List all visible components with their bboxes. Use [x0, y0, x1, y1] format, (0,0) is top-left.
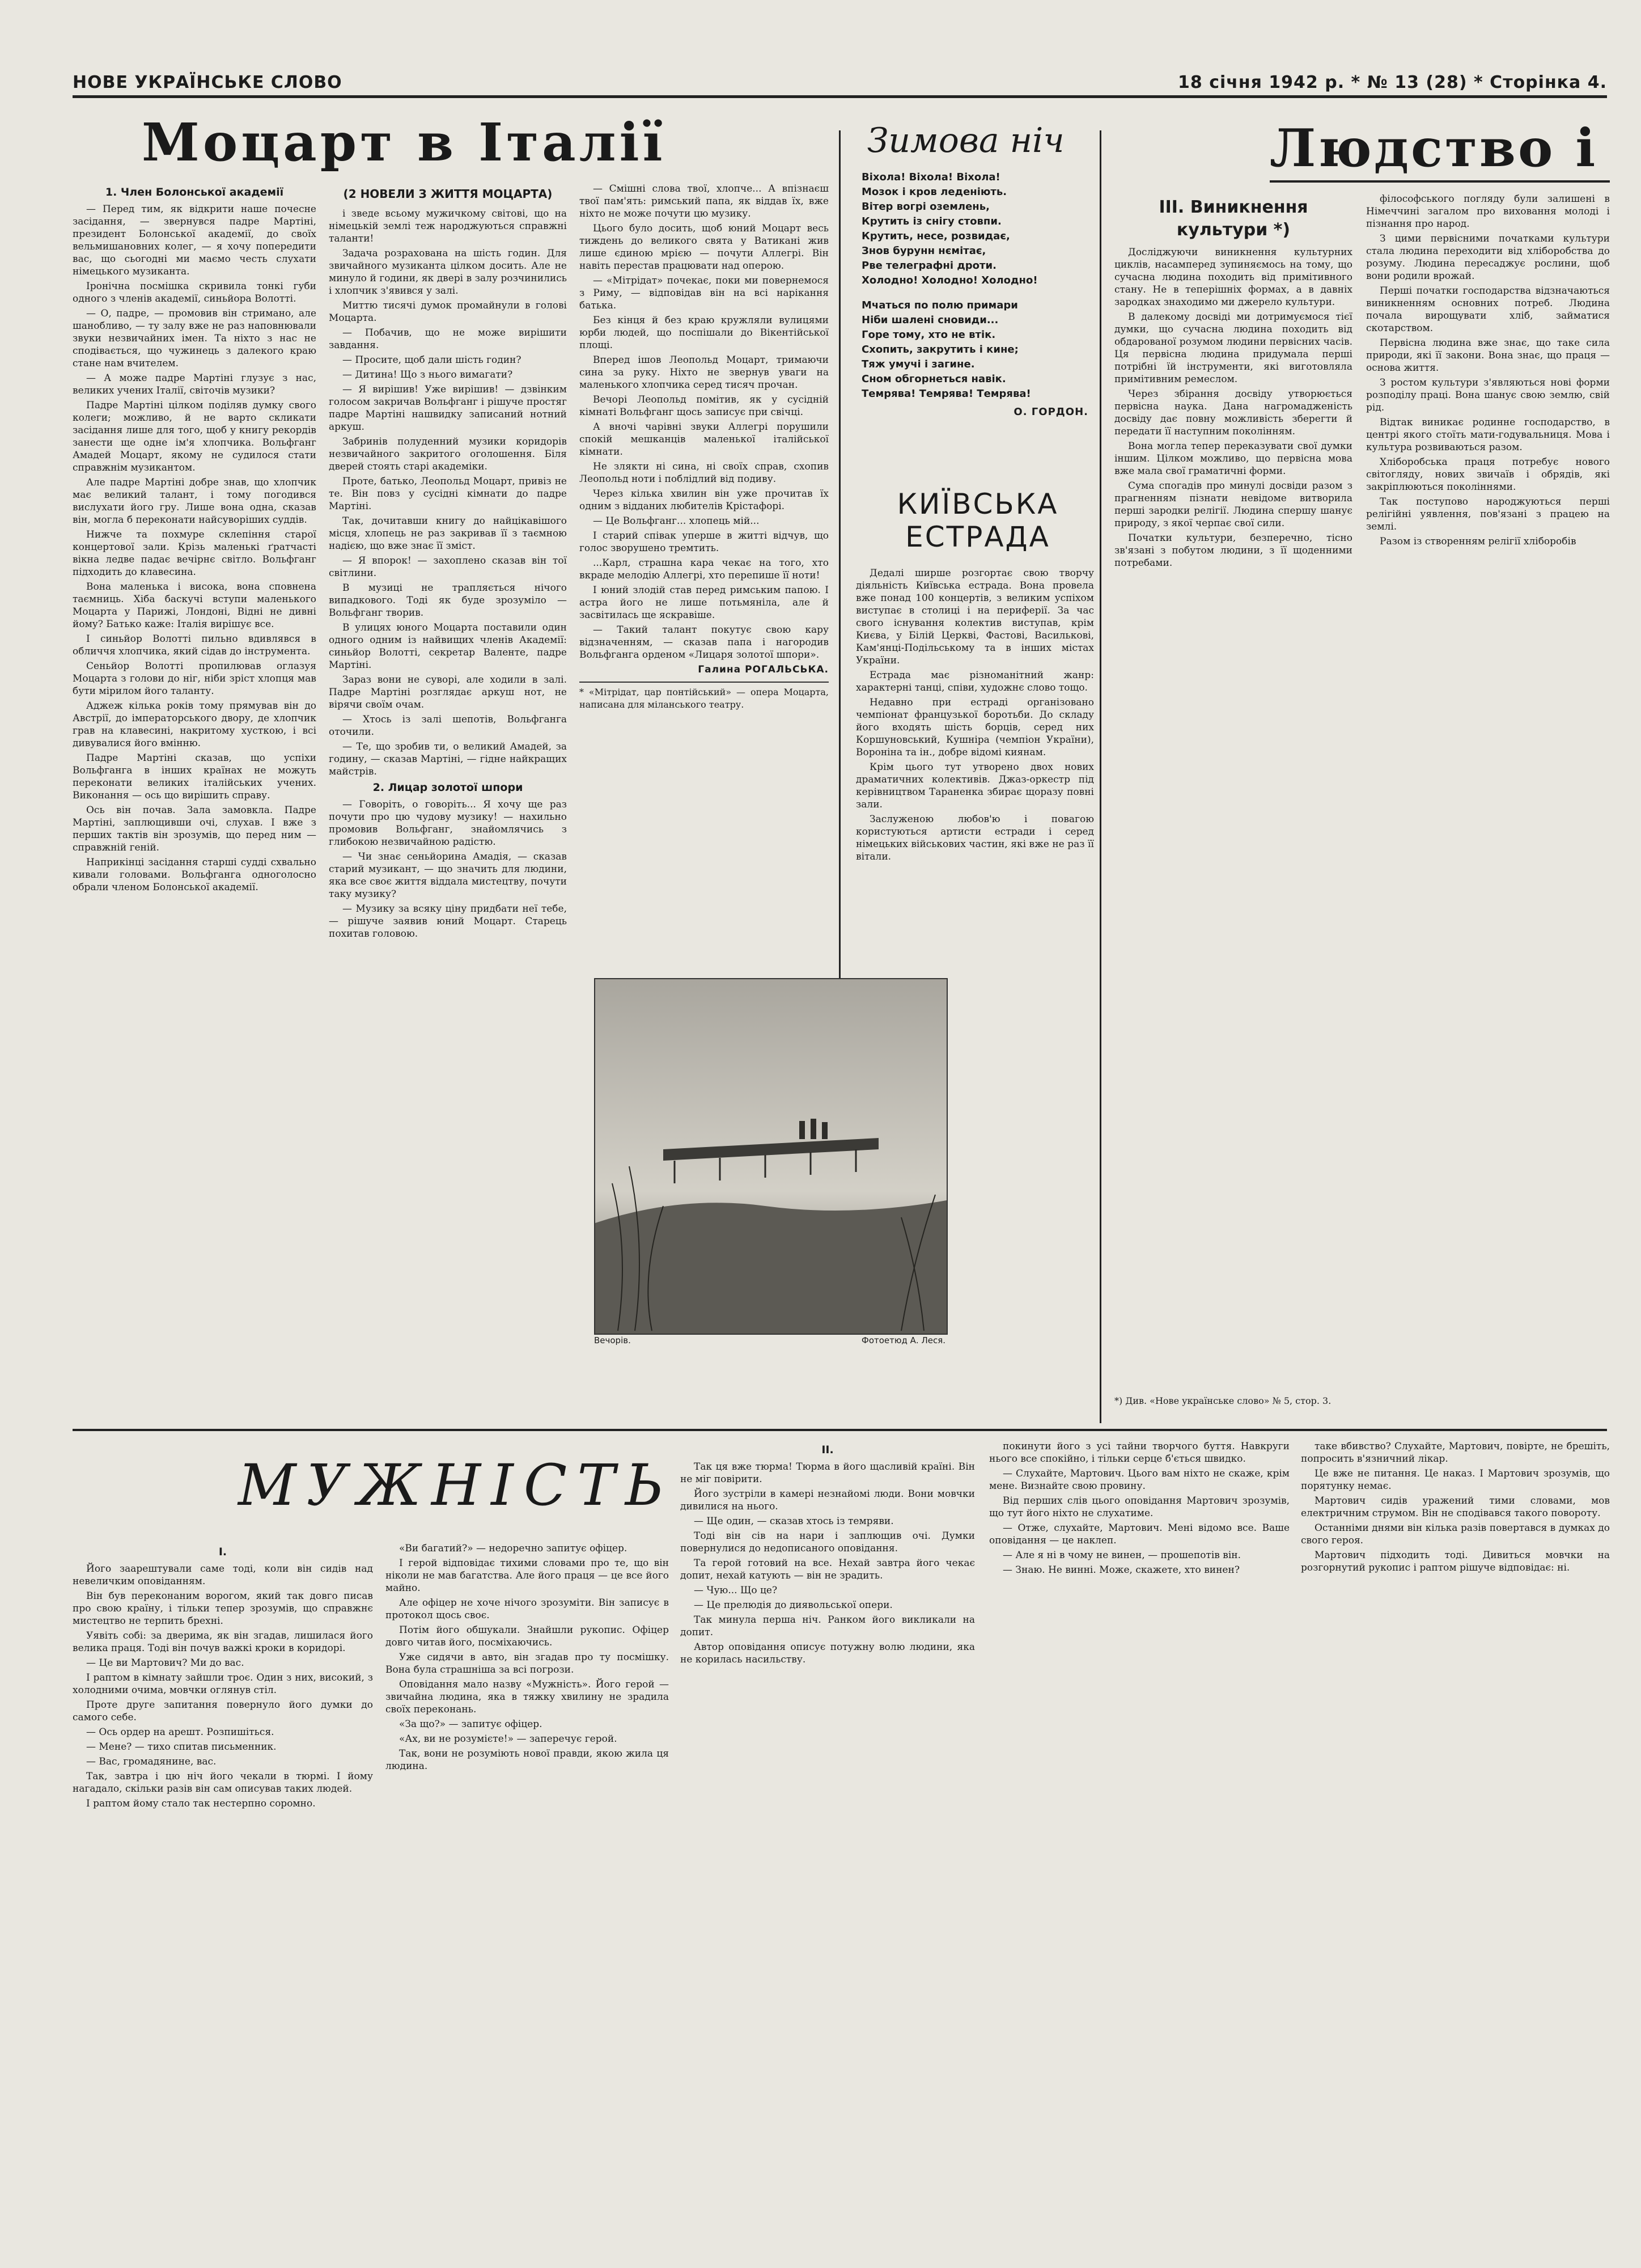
paragraph: Оповідання мало назву «Мужність». Його герой — звичайна людина, яка в тяжку хвилину не зрадила своїх переконань.: [385, 1679, 669, 1715]
paragraph: — Ось ордер на арешт. Розпишіться.: [86, 1727, 274, 1738]
paragraph: Автор оповідання описує потужну волю людини, яка не корилась насильству.: [680, 1641, 975, 1665]
paragraph: Через збірання досвіду утворюється первісна наука. Дана нагромадженість досвіду дає повну можливість зберегти й передати її наступним поколінням.: [1114, 388, 1352, 437]
paragraph: «Ах, ви не розумієте!» — заперечує герой.: [399, 1733, 617, 1745]
poem-line: Крутить, несе, розвидає,: [862, 230, 1010, 242]
paragraph: Вечорі Леопольд помітив, як у сусідній кімнаті Вольфганг щось записує при свічці.: [579, 394, 829, 418]
poem-line: Сном обгорнеться навік.: [862, 373, 1006, 385]
lyudstvo-title: Людство і: [1270, 117, 1598, 179]
paragraph: Від перших слів цього оповідання Мартович зрозумів, що тут його ніхто не слухатиме.: [989, 1495, 1290, 1519]
estrada-title-line: ЕСТРАДА: [905, 521, 1050, 553]
paragraph: — Отже, слухайте, Мартович. Мені відомо все. Ваше оповідання — це наклеп.: [989, 1522, 1290, 1546]
poem-line: Крутить із снігу стовпи.: [862, 215, 1002, 227]
paragraph: Уже сидячи в авто, він згадав про ту посмішку. Вона була страшніша за всі погрози.: [385, 1652, 669, 1675]
paragraph: Разом із створенням релігії хліборобів: [1380, 536, 1576, 547]
paragraph: В улицях юного Моцарта поставили один одного одним із найвищих членів Академії: синьйор Волотті, секретар Валенте, падре Мартіні.: [329, 622, 567, 671]
paragraph: Хліборобська праця потребує нового світогляду, нових звичаїв і обрядів, які закріплюються поколіннями.: [1366, 456, 1610, 493]
paragraph: — Це прелюдія до диявольської опери.: [694, 1600, 893, 1611]
paragraph: Так ця вже тюрма! Тюрма в його щасливій країні. Він не міг повірити.: [680, 1461, 975, 1485]
paragraph: Вона могла тепер переказувати свої думки іншим. Цілком можливо, що первісна мова вже мала свої граматичні форми.: [1114, 441, 1352, 477]
mozart-title: Моцарт в Італії: [142, 112, 666, 173]
paragraph: — Знаю. Не винні. Може, скажете, хто винен?: [1003, 1564, 1240, 1576]
paragraph: В музиці не трапляється нічого випадкового. Тоді як буде зрозуміло — Вольфганг творив.: [329, 582, 567, 619]
muzhnist-column-1: [73, 1542, 373, 2240]
paragraph: І юний злодій став перед римським папою. І астра його не лише потьмяніла, але й засвітилась ще яскравіше.: [579, 585, 829, 621]
paragraph: Вперед ішов Леопольд Моцарт, тримаючи сина за руку. Ніхто не звернув уваги на маленького хлопчика серед тисяч прочан.: [579, 354, 829, 391]
paragraph: Падре Мартіні цілком поділяв думку свого колеги; можливо, й не варто скликати засідання лише для того, щоб у книгу рекордів занести ще одне ім'я хлопчика. Вольфганг Амадей Моцарт, якому не судилося стати справжнім музикантом.: [73, 400, 316, 473]
paragraph: Цього було досить, щоб юний Моцарт весь тиждень до великого свята у Ватикані жив лише єдиною мрією — почути Аллегрі. Він навіть перестав працювати над оперою.: [579, 223, 829, 272]
paragraph: Наприкінці засідання старші судді схвально кивали головами. Вольфганга одноголосно обрали членом Болонської академії.: [73, 857, 316, 893]
paragraph: — Дитина! Що з нього вимагати?: [342, 369, 513, 380]
photo-frame: [594, 978, 948, 1335]
paragraph: І старий співак уперше в житті відчув, що голос зворушено тремтить.: [579, 530, 829, 554]
paragraph: — Побачив, що не може вирішити завдання.: [329, 327, 567, 351]
paragraph: Та герой готовий на все. Нехай завтра його чекає допит, нехай катують — він не зрадить.: [680, 1558, 975, 1581]
paragraph: філософського погляду були залишені в Німеччині загалом про виховання молоді і пізнання про народ.: [1366, 193, 1610, 230]
paragraph: — Такий талант покутує свою кару відзначенням, — сказав папа і нагородив Вольфганга орденом «Лицаря золотої шпори».: [579, 624, 829, 661]
paragraph: — Говоріть, о говоріть... Я хочу ще раз почути про цю чудову музику! — нахильно промовив Вольфганг, знайомлячись з глибокою незвичайною радістю.: [329, 799, 567, 848]
mozart-section-1: 1. Член Болонської академії: [105, 186, 284, 198]
poem-author: О. ГОРДОН.: [1014, 406, 1088, 418]
muzhnist-column-4: [989, 1440, 1290, 2240]
paper-name: НОВЕ УКРАЇНСЬКЕ СЛОВО: [73, 73, 342, 92]
landscape-photo: [595, 979, 947, 1334]
paragraph: Але падре Мартіні добре знав, що хлопчик має великий талант, і тому погодився вислухати його гру. Лише вона одна, сказав він, могла б переконати найсуворіших суддів.: [73, 477, 316, 526]
paragraph: таке вбивство? Слухайте, Мартович, повірте, не брешіть, попросить в'язничний лікар.: [1301, 1441, 1610, 1465]
poem-line: Віхола! Віхола! Віхола!: [862, 171, 1000, 183]
paragraph: Ось він почав. Зала замовкла. Падре Мартіні, заплющивши очі, слухав. І вже з перших тактів він зрозумів, що перед ним — справжній геній.: [73, 805, 316, 853]
paragraph: І раптом йому стало так нестерпно соромно.: [86, 1798, 316, 1809]
mozart-column-1: [73, 183, 316, 1146]
muzhnist-section-2: II.: [821, 1444, 834, 1456]
paragraph: І герой відповідає тихими словами про те, що він ніколи не мав багатства. Але його праця — це все його майно.: [385, 1558, 669, 1594]
paragraph: — Слухайте, Мартович. Цього вам ніхто не скаже, крім мене. Визнайте свою провину.: [989, 1468, 1290, 1492]
poem-line: Вітер вогрі оземлень,: [862, 201, 990, 213]
paragraph: покинути його з усі тайни творчого буття. Навкруги нього все спокійно, і тільки серце б'ється швидко.: [989, 1441, 1290, 1465]
photo-caption-left: Вечорів.: [594, 1335, 631, 1345]
paragraph: — Те, що зробив ти, о великий Амадей, за годину, — сказав Мартіні, — гідне найкращих майстрів.: [329, 741, 567, 777]
photo-caption-right: Фотоетюд А. Леся.: [861, 1335, 945, 1345]
paragraph: — Хтось із залі шепотів, Вольфганга оточили.: [329, 714, 567, 738]
lyudstvo-footnote: *) Див. «Нове українське слово» № 5, стор. 3.: [1114, 1395, 1332, 1406]
paragraph: — Музику за всяку ціну придбати неї тебе, — рішуче заявив юний Моцарт. Старець похитав головою.: [329, 903, 567, 940]
poem-line: Знов бурунн нємітає,: [862, 245, 986, 257]
paragraph: Так минула перша ніч. Ранком його викликали на допит.: [680, 1614, 975, 1638]
paragraph: Проте, батько, Леопольд Моцарт, привіз не те. Він повз у сусідні кімнати до падре Мартіні.: [329, 476, 567, 512]
section-divider: [73, 1429, 1607, 1431]
paragraph: — Чи знає сеньйорина Амадія, — сказав старий музикант, — що значить для людини, яка все своє життя віддала мистецтву, почути таку музику?: [329, 851, 567, 900]
paragraph: Через кілька хвилин він уже прочитав їх одним з відданих любителів Крістафорі.: [579, 488, 829, 512]
paragraph: Мартович підходить тоді. Дивиться мовчки на розгорнутий рукопис і раптом рішуче відповідає: ні.: [1301, 1550, 1610, 1573]
title-underline: [1270, 180, 1610, 183]
paragraph: Аджеж кілька років тому прямував він до Австрії, до імператорського двору, де хлопчик грав на клавесині, накритому хусткою, і всі дивувалися його вмінню.: [73, 700, 316, 749]
paragraph: Не злякти ні сина, ні своїх справ, схопив Леопольд ноти і поблідлий від подиву.: [579, 461, 829, 485]
paragraph: Так, вони не розуміють нової правди, якою жила ця людина.: [385, 1748, 669, 1772]
estrada-title: [862, 488, 1094, 553]
muzhnist-column-3: [680, 1440, 975, 2240]
poem-line: Ніби шалені сновиди...: [862, 314, 999, 326]
poem-line: Мчаться по полю примари: [862, 299, 1018, 311]
paragraph: Естрада має різноманітний жанр: характерні танці, співи, художнє слово тощо.: [856, 670, 1094, 693]
paragraph: Задача розрахована на шість годин. Для звичайного музиканта цілком досить. Але не минуло й години, як двері в залу розчинились і хлопчик з'явився у залі.: [329, 248, 567, 297]
poem-title: Зимова ніч: [867, 121, 1065, 160]
paragraph: Падре Мартіні сказав, що успіхи Вольфганга в інших країнах не можуть переконати великих італійських учених. Виконання — ось що вирішить справу.: [73, 752, 316, 801]
paragraph: Проте друге запитання повернуло його думки до самого себе.: [73, 1699, 373, 1723]
paragraph: З цими первісними початками культури стала людина переходити від хліборобства до розуму. Людина пересаджує рослини, щоб вони родили врожай.: [1366, 233, 1610, 282]
lyudstvo-column-1: [1114, 193, 1352, 1304]
paragraph: Його зустріли в камері незнайомі люди. Вони мовчки дивилися на нього.: [680, 1488, 975, 1512]
paragraph: В далекому досвіді ми дотримуємося тієї думки, що сучасна людина походить від обдарованої розумом людини первісних часів. Ця первісна людина придумала перші потрібні їй інструменти, які виготовляла примітивним ремеслом.: [1114, 311, 1352, 385]
paragraph: Без кінця й без краю кружляли вулицями юрби людей, що поспішали до Вікентійської площі.: [579, 315, 829, 351]
paragraph: «За що?» — запитує офіцер.: [399, 1719, 542, 1730]
paragraph: Але офіцер не хоче нічого зрозуміти. Він записує в протокол щось своє.: [385, 1597, 669, 1621]
muzhnist-section-1: I.: [218, 1546, 227, 1558]
paragraph: Крім цього тут утворено двох нових драматичних колективів. Джаз-оркестр під керівництвом Тараненка збирає щоразу повні зали.: [856, 761, 1094, 810]
paragraph: З ростом культури з'являються нові форми розподілу праці. Вона шанує свою землю, свій рід.: [1366, 377, 1610, 413]
mozart-section-2: 2. Лицар золотої шпори: [372, 781, 523, 794]
paragraph: — Але я ні в чому не винен, — прошепотів він.: [1003, 1550, 1241, 1561]
paragraph: Перші початки господарства відзначаються виникненням основних потреб. Людина почала вирощувати хліб, займатися скотарством.: [1366, 285, 1610, 334]
paragraph: — «Мітрідат» почекає, поки ми повернемося з Риму, — відповідав він на всі нарікання батька.: [579, 275, 829, 311]
paragraph: І раптом в кімнату зайшли троє. Один з них, високий, з холодними очима, мовчки оглянув стіл.: [73, 1672, 373, 1696]
paragraph: Первісна людина вже знає, що таке сила природи, які її закони. Вона знає, що праця — основа життя.: [1366, 337, 1610, 374]
poem-line: Холодно! Холодно! Холодно!: [862, 274, 1038, 286]
paragraph: Він був переконаним ворогом, який так довго писав про свою країну, і тільки тепер зрозумів, що справжнє мистецтво не терпить брехні.: [73, 1590, 373, 1627]
mozart-signature: Галина РОГАЛЬСЬКА.: [698, 664, 829, 675]
paragraph: Так, дочитавши книгу до найцікавішого місця, хлопець не раз закривав її з таємною надією, що вже знає її зміст.: [329, 515, 567, 552]
mozart-column-2: [329, 208, 567, 1146]
paragraph: Сума спогадів про минулі досвіди разом з прагненням пізнати невідоме витворила перші зародки релігії. Людина спершу шанує природу, з якої черпає свої сили.: [1114, 480, 1352, 529]
paragraph: — О, падре, — промовив він стримано, але шанобливо, — ту залу вже не раз наповнювали звуки незвичайних імен. Та ніхто з нас не сподівається, що чужинець з далекого краю стане нам вчителем.: [73, 308, 316, 369]
muzhnist-column-5: [1301, 1440, 1610, 2240]
paragraph: Заслуженою любов'ю і повагою користуються артисти естради і серед німецьких військових частин, які вже не раз її вітали.: [856, 814, 1094, 862]
poem-line: Горе тому, хто не втік.: [862, 329, 996, 341]
paragraph: А вночі чарівні звуки Аллегрі порушили спокій мешканців маленької італійської кімнати.: [579, 421, 829, 458]
muzhnist-title: МУЖНІСТЬ: [238, 1452, 674, 1518]
paragraph: Нижче та похмуре склепіння старої концертової зали. Крізь маленькі ґратчасті вікна ледве падає вечірнє світло. Вольфганг підходить до клавесина.: [73, 529, 316, 578]
poem-line: Схопить, закрутить і кине;: [862, 344, 1019, 356]
paragraph: Так, завтра і цю ніч його чекали в тюрмі. І йому нагадало, скільки разів він сам описував таких людей.: [73, 1771, 373, 1795]
paragraph: Останніми днями він кілька разів повертався в думках до свого героя.: [1301, 1522, 1610, 1546]
muzhnist-column-2: [385, 1542, 669, 2240]
paragraph: Початки культури, безперечно, тісно зв'язані з побутом людини, з її щоденними потребами.: [1114, 532, 1352, 569]
paragraph: Тоді він сів на нари і заплющив очі. Думки повернулися до недописаного оповідання.: [680, 1530, 975, 1554]
paragraph: — Я впорок! — захоплено сказав він тої світлини.: [329, 555, 567, 579]
paragraph: — Я вирішив! Уже вирішив! — дзвінким голосом закричав Вольфганг і рішуче простяг падре Мартіні нашвидку записаний нотний аркуш.: [329, 384, 567, 433]
paragraph: Сеньйор Волотті пропилював оглазуя Моцарта з голови до ніг, ніби зріст хлопця мав бути мірилом його таланту.: [73, 661, 316, 697]
paragraph: — Це ви Мартович? Ми до вас.: [86, 1657, 244, 1669]
paragraph: — Перед тим, як відкрити наше почесне засідання, — звернувся падре Мартіні, президент Болонської академії, до своїх вельмишановних колег, — я хочу попередити вас, що сьогодні ми маємо честь слухати німецького музиканта.: [73, 204, 316, 277]
paragraph: — Вас, громадянине, вас.: [86, 1756, 217, 1767]
paragraph: — А може падре Мартіні глузує з нас, великих учених Італії, світочів музики?: [73, 373, 316, 396]
paragraph: Миттю тисячі думок промайнули в голові Моцарта.: [329, 300, 567, 324]
paragraph: Вона маленька і висока, вона сповнена таємниць. Хіба баскучі вступи маленького Моцарта у Парижі, Лондоні, Відні не дивні йому? Батько каже: Італія вирішує все.: [73, 581, 316, 630]
mozart-subtitle: (2 НОВЕЛИ З ЖИТТЯ МОЦАРТА): [343, 187, 553, 201]
poem-line: Темрява! Темрява! Темрява!: [862, 388, 1031, 400]
poem-line: Тяж умучі і загине.: [862, 358, 975, 370]
paragraph: Уявіть собі: за дверима, як він згадав, лишилася його велика праця. Тоді він почув важкі кроки в коридорі.: [73, 1630, 373, 1654]
paragraph: — Смішні слова твої, хлопче... А впізнаєш твої пам'ять: римський папа, як віддав їх, вже ніхто не може почути цю музику.: [579, 183, 829, 219]
paragraph: — Чую... Що це?: [694, 1585, 778, 1596]
lyudstvo-column-2: [1366, 193, 1610, 1412]
paragraph: Потім його обшукали. Знайшли рукопис. Офіцер довго читав його, посміхаючись.: [385, 1624, 669, 1648]
estrada-title-line: КИЇВСЬКА: [897, 488, 1059, 521]
paragraph: Дедалі ширше розгортає свою творчу діяльність Київська естрада. Вона провела вже понад 100 концертів, з великим успіхом виступає в столиці і на периферії. За час свого існування колектив виступав, крім Києва, у Білій Церкві, Фастові, Василькові, Кам'янці-Подільському та в інших містах України.: [856, 568, 1094, 666]
paragraph: І синьйор Волотті пильно вдивлявся в обличчя хлопчика, який сідав до інструмента.: [73, 633, 316, 657]
paragraph: Це вже не питання. Це наказ. І Мартович зрозумів, що порятунку немає.: [1301, 1468, 1610, 1492]
poem-line: Мозок і кров леденіють.: [862, 186, 1007, 198]
paragraph: Його заарештували саме тоді, коли він сидів над невеличким оповіданням.: [73, 1563, 373, 1587]
paragraph: — Це Вольфганг... хлопець мій...: [593, 515, 760, 527]
mozart-footnote: * «Мітрідат, цар понтійський» — опера Моцарта, написана для міланського театру.: [579, 682, 829, 711]
poem-body: [862, 170, 1088, 420]
paragraph: Іронічна посмішка скривила тонкі губи одного з членів академії, синьйора Волотті.: [73, 281, 316, 304]
masthead: [73, 73, 1607, 93]
paragraph: Недавно при естраді організовано чемпіонат французької боротьби. До складу його входять шість борців, серед них Коршуновський, Кушніра (чемпіон України), Вороніна та ін., добре відомі киянам.: [856, 697, 1094, 758]
paragraph: і зведе всьому мужичкому світові, що на німецькій землі теж народжуються справжні таланти!: [329, 208, 567, 244]
paragraph: — Ще один, — сказав хтось із темряви.: [694, 1516, 894, 1527]
paragraph: Зараз вони не суворі, але ходили в залі. Падре Мартіні розглядає аркуш нот, не вірячи своїм очам.: [329, 674, 567, 710]
paragraph: Так поступово народжуються перші релігійні уявлення, пов'язані з працею на землі.: [1366, 496, 1610, 532]
masthead-rule: [73, 95, 1607, 98]
paragraph: ...Карл, страшна кара чекає на того, хто вкраде мелодію Аллегрі, хто перепише її ноти!: [579, 557, 829, 581]
separator: [1100, 130, 1101, 1423]
lyudstvo-section: ІІІ. Виникнення культури *): [1159, 197, 1308, 240]
issue-info: 18 січня 1942 р. * № 13 (28) * Сторінка 4.: [1178, 73, 1607, 92]
poem-line: Рве телеграфні дроти.: [862, 260, 997, 272]
paragraph: Забринів полуденний музики коридорів незвичайного закритого оголошення. Біля дверей стоять старі академіки.: [329, 436, 567, 472]
paragraph: Мартович сидів уражений тими словами, мов електричним струмом. Він не сподівався такого повороту.: [1301, 1495, 1610, 1519]
paragraph: «Ви багатий?» — недоречно запитує офіцер.: [399, 1543, 627, 1554]
paragraph: Досліджуючи виникнення культурних циклів, насамперед зупиняємось на тому, що сучасна людина походить від примітивного стану. Не в теперішніх формах, а в давніх зародках знаходимо ми джерело культури.: [1114, 247, 1352, 308]
paragraph: — Просите, щоб дали шість годин?: [342, 354, 521, 366]
paragraph: — Мене? — тихо спитав письменник.: [86, 1741, 277, 1753]
paragraph: Відтак виникає родинне господарство, в центрі якого стоїть мати-годувальниця. Мова і культура розвиваються разом.: [1366, 417, 1610, 453]
